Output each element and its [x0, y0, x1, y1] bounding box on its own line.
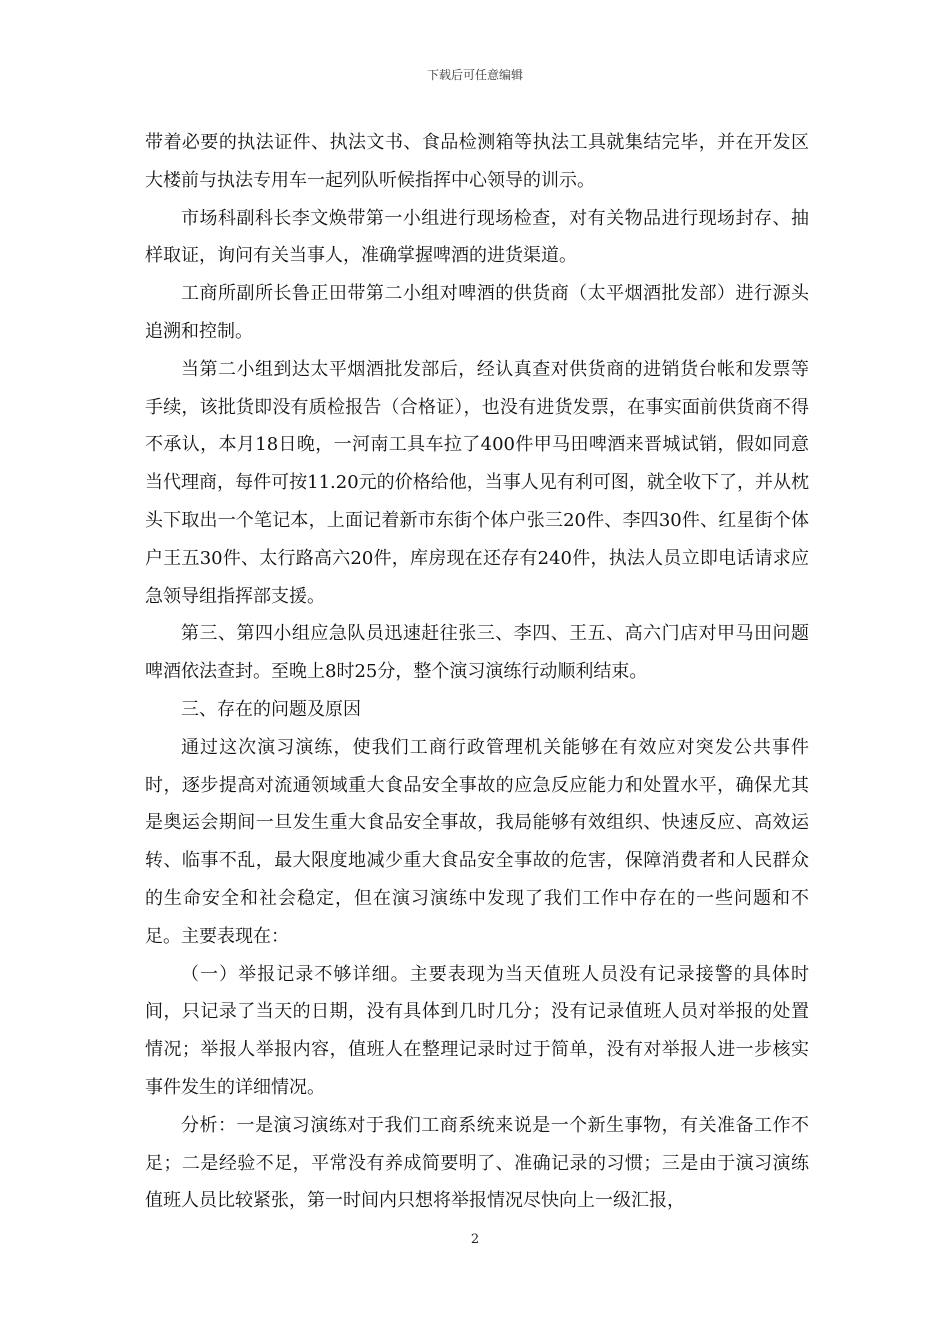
document-body	[145, 124, 809, 1220]
paragraph: 工商所副所长鲁正田带第二小组对啤酒的供货商（太平烟酒批发部）进行源头追溯和控制。	[145, 283, 809, 342]
paragraph: 分析：一是演习演练对于我们工商系统来说是一个新生事物，有关准备工作不足；二是经验不足，平常没有养成简要明了、准确记录的习惯；三是由于演习演练值班人员比较紧张，第一时间内只想将举报情况尽快向上一级汇报，	[145, 1114, 809, 1212]
paragraph: 通过这次演习演练，使我们工商行政管理机关能够在有效应对突发公共事件时，逐步提高对流通领域重大食品安全事故的应急反应能力和处置水平，确保尤其是奥运会期间一旦发生重大食品安全事故，我局能够有效组织、快速反应、高效运转、临事不乱，最大限度地减少重大食品安全事故的危害，保障消费者和人民群众的生命安全和社会稳定，但在演习演练中发现了我们工作中存在的一些问题和不足。主要表现在：	[145, 736, 809, 947]
section-heading: 三、存在的问题及原因	[181, 698, 361, 720]
paragraph: 第三、第四小组应急队员迅速赶往张三、李四、王五、高六门店对甲马田问题啤酒依法查封。至晚上8时25分，整个演习演练行动顺利结束。	[145, 623, 809, 683]
paragraph: （一）举报记录不够详细。主要表现为当天值班人员没有记录接警的具体时间，只记录了当天的日期，没有具体到几时几分；没有记录值班人员对举报的处置情况；举报人举报内容，值班人在整理记录时过于简单，没有对举报人进一步核实事件发生的详细情况。	[145, 963, 809, 1098]
page-number: 2	[470, 1232, 480, 1247]
paragraph-continuation: 带着必要的执法证件、执法文书、食品检测箱等执法工具就集结完毕，并在开发区大楼前与执法专用车一起列队听候指挥中心领导的训示。	[145, 132, 809, 191]
paragraph: 市场科副科长李文焕带第一小组进行现场检查，对有关物品进行现场封存、抽样取证，询问有关当事人，准确掌握啤酒的进货渠道。	[145, 207, 809, 267]
paragraph: 当第二小组到达太平烟酒批发部后，经认真查对供货商的进销货台帐和发票等手续，该批货即没有质检报告（合格证），也没有进货发票，在事实面前供货商不得不承认，本月18日晚，一河南工具车拉了400件甲马田啤酒来晋城试销，假如同意当代理商，每件可按11.20元的价格给他，当事人见有利可图，就全收下了，并从枕头下取出一个笔记本，上面记着新市东街个体户张三20件、李四30件、红星街个体户王五30件、太行路高六20件，库房现在还存有240件，执法人员立即电话请求应急领导组指挥部支援。	[145, 358, 809, 607]
page-header: 下载后可任意编辑	[426, 68, 523, 82]
